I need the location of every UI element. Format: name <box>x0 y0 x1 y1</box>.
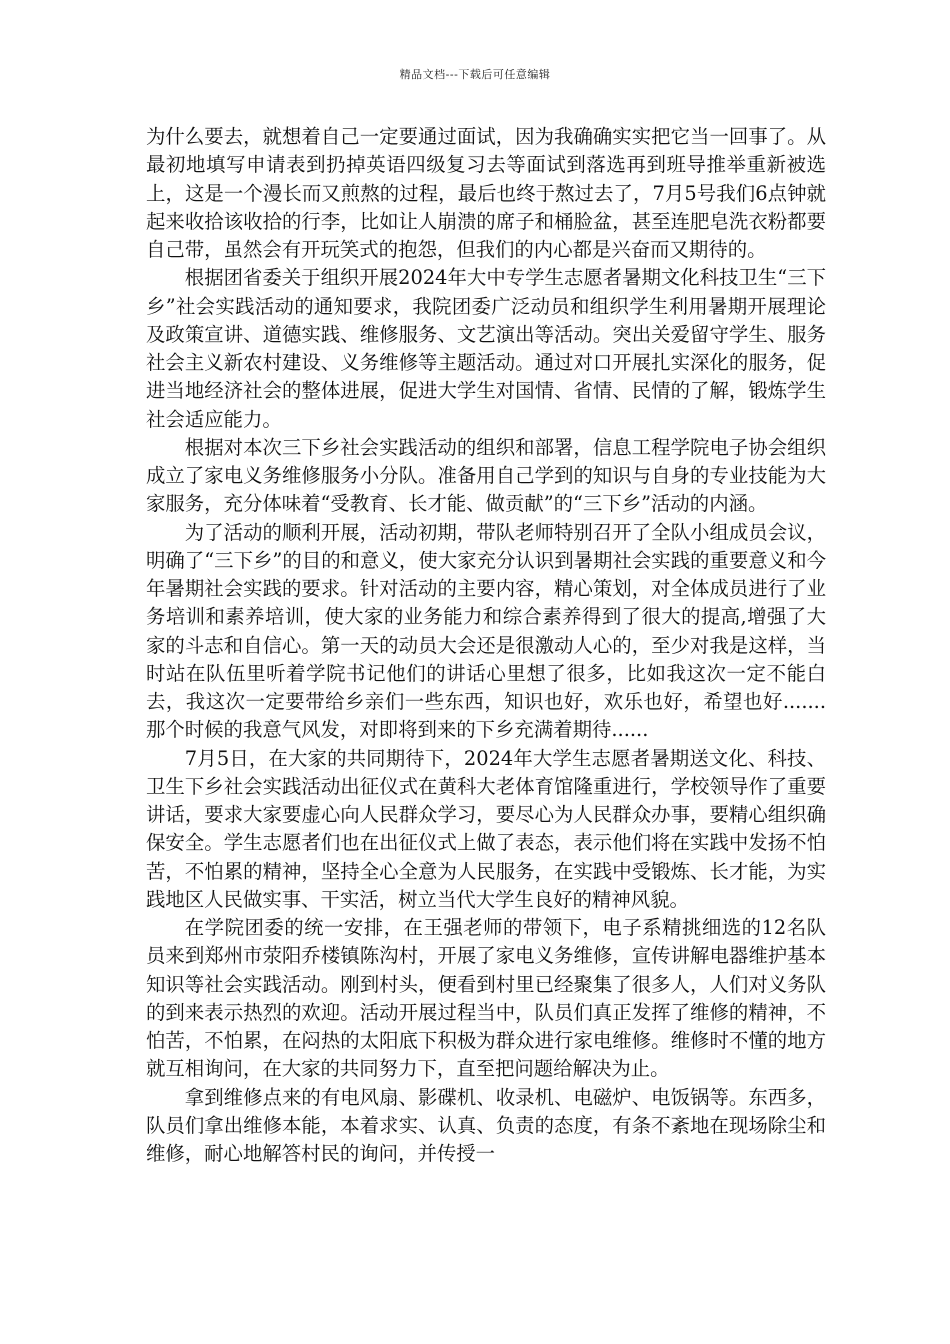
page-header: 精品文档---下载后可任意编辑 <box>399 68 551 81</box>
paragraph-5: 7月5日，在大家的共同期待下，2024年大学生志愿者暑期送文化、科技、卫生下乡社会实践活动出征仪式在黄科大老体育馆隆重进行，学校领导作了重要讲话，要求大家要虚心向人民群众学习，要尽心为人民群众办事，要精心组织确保安全。学生志愿者们也在出征仪式上做了表态，表示他们将在实践中发扬不怕苦，不怕累的精神，坚持全心全意为人民服务，在实践中受锻炼、长才能，为实践地区人民做实事、干实活，树立当代大学生良好的精神风貌。 <box>146 746 826 911</box>
document-body <box>146 123 826 1168</box>
paragraph-7: 拿到维修点来的有电风扇、影碟机、收录机、电磁炉、电饭锅等。东西多，队员们拿出维修本能，本着求实、认真、负责的态度，有条不紊地在现场除尘和维修，耐心地解答村民的询问，并传授一 <box>146 1085 826 1165</box>
paragraph-1: 为什么要去，就想着自己一定要通过面试，因为我确确实实把它当一回事了。从最初地填写申请表到扔掉英语四级复习去等面试到落选再到班导推举重新被选上，这是一个漫长而又煎熬的过程，最后也终于熬过去了，7月5号我们6点钟就起来收拾该收拾的行李，比如让人崩溃的席子和桶脸盆，甚至连肥皂洗衣粉都要自己带，虽然会有开玩笑式的抱怨，但我们的内心都是兴奋而又期待的。 <box>146 125 826 261</box>
paragraph-2: 根据团省委关于组织开展2024年大中专学生志愿者暑期文化科技卫生“三下乡”社会实践活动的通知要求，我院团委广泛动员和组织学生利用暑期开展理论及政策宣讲、道德实践、维修服务、文艺演出等活动。突出关爱留守学生、服务社会主义新农村建设、义务维修等主题活动。通过对口开展扎实深化的服务，促进当地经济社会的整体进展，促进大学生对国情、省情、民情的了解，锻炼学生社会适应能力。 <box>146 266 826 431</box>
paragraph-6: 在学院团委的统一安排，在王强老师的带领下，电子系精挑细选的12名队员来到郑州市荥阳乔楼镇陈沟村，开展了家电义务维修，宣传讲解电器维护基本知识等社会实践活动。刚到村头，便看到村里已经聚集了很多人，人们对义务队的到来表示热烈的欢迎。活动开展过程当中，队员们真正发挥了维修的精神，不怕苦，不怕累，在闷热的太阳底下积极为群众进行家电维修。维修时不懂的地方就互相询问，在大家的共同努力下，直至把问题给解决为止。 <box>146 916 826 1081</box>
paragraph-3: 根据对本次三下乡社会实践活动的组织和部署，信息工程学院电子协会组织成立了家电义务维修服务小分队。准备用自己学到的知识与自身的专业技能为大家服务，充分体味着“受教育、长才能、做贡献”的“三下乡”活动的内涵。 <box>146 435 826 516</box>
paragraph-4: 为了活动的顺利开展，活动初期，带队老师特别召开了全队小组成员会议，明确了“三下乡”的目的和意义，使大家充分认识到暑期社会实践的重要意义和今年暑期社会实践的要求。针对活动的主要内容，精心策划，对全体成员进行了业务培训和素养培训，使大家的业务能力和综合素养得到了很大的提高,增强了大家的斗志和自信心。第一天的动员大会还是很激动人心的，至少对我是这样，当时站在队伍里听着学院书记他们的讲话心里想了很多，比如我这次一定不能白去，我这次一定要带给乡亲们一些东西，知识也好，欢乐也好，希望也好.......那个时候的我意气风发，对即将到来的下乡充满着期待...... <box>146 520 826 742</box>
